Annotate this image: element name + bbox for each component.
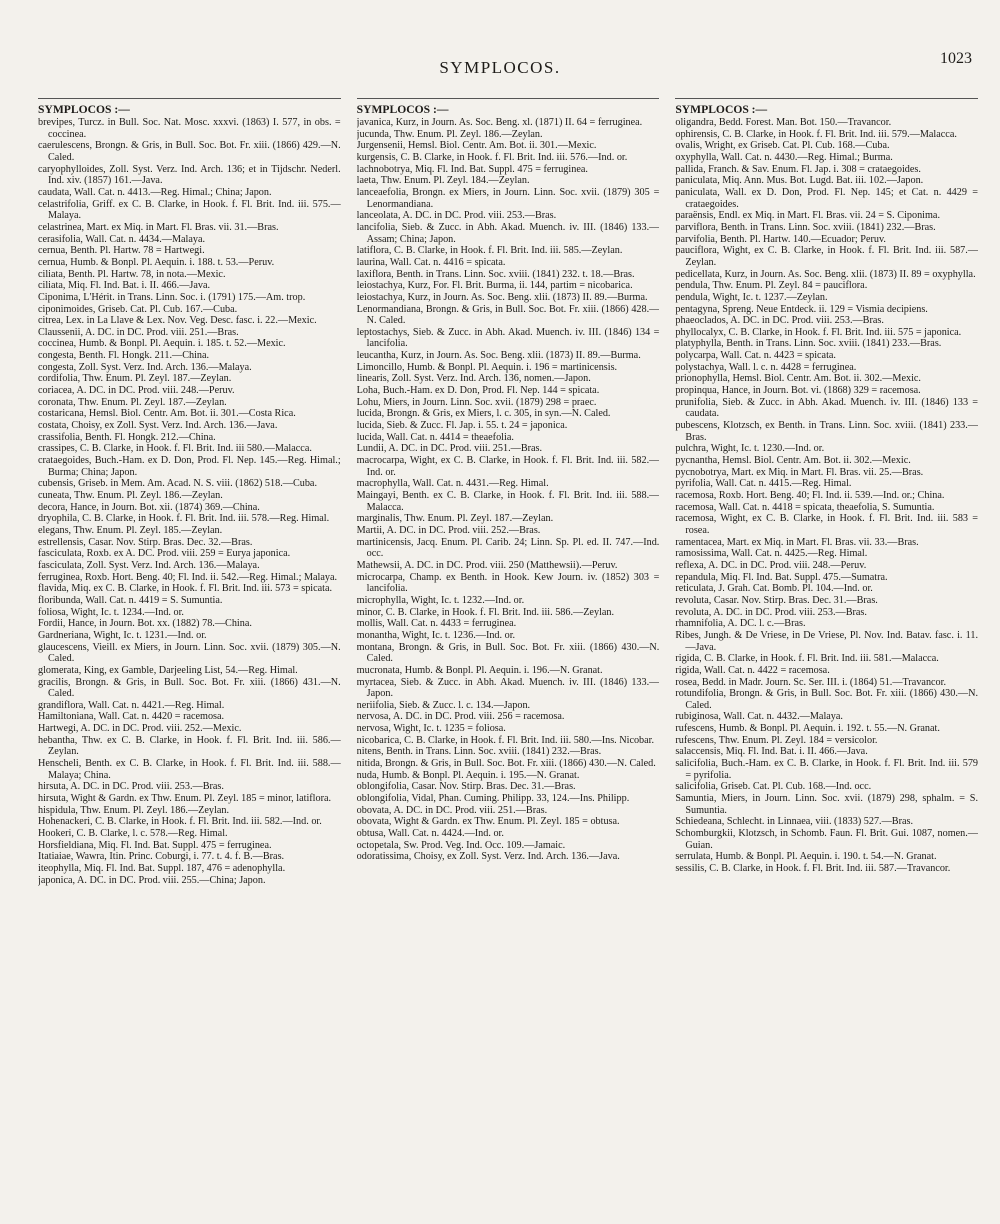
index-entry: flavida, Miq. ex C. B. Clarke, in Hook. f. Fl. Brit. Ind. iii. 573 = spicata. xyxy=(38,583,333,595)
index-entry: kurgensis, C. B. Clarke, in Hook. f. Fl. Brit. Ind. iii. 576.—Ind. or. xyxy=(356,151,628,163)
index-entry: gracilis, Brongn. & Gris, in Bull. Soc. Bot. Fr. xiii. (1866) 431.—N. Caled. xyxy=(38,676,341,700)
index-entry: lancifolia, Sieb. & Zucc. in Abh. Akad. Muench. iv. III. (1846) 133.—Assam; China; Japon. xyxy=(356,221,660,245)
index-entry: pycnantha, Hemsl. Biol. Centr. Am. Bot. ii. 302.—Mexic. xyxy=(675,455,911,467)
index-entry: paniculata, Wall. ex D. Don, Prod. Fl. Nep. 145; et Cat. n. 4429 = crataegoides. xyxy=(675,186,979,210)
index-entry: pyrifolia, Wall. Cat. n. 4415.—Reg. Himal. xyxy=(675,478,852,490)
index-entry: salaccensis, Miq. Fl. Ind. Bat. i. II. 466.—Java. xyxy=(675,746,868,758)
index-entry: pentagyna, Spreng. Neue Entdeck. ii. 129 = Vismia decipiens. xyxy=(675,303,928,315)
index-entry: leiostachya, Kurz, in Journ. As. Soc. Beng. xlii. (1873) II. 89.—Burma. xyxy=(356,291,648,303)
index-entry: leiostachya, Kurz, For. Fl. Brit. Burma, ii. 144, partim = nicobarica. xyxy=(356,280,633,292)
index-entry: cerasifolia, Wall. Cat. n. 4434.—Malaya. xyxy=(38,233,206,245)
running-head-title: SYMPLOCOS. xyxy=(439,58,561,77)
index-entry: costaricana, Hemsl. Biol. Centr. Am. Bot. ii. 301.—Costa Rica. xyxy=(38,408,296,420)
index-entry: Mathewsii, A. DC. in DC. Prod. viii. 250 (Matthewsii).—Peruv. xyxy=(356,559,618,571)
index-entry: revoluta, Casar. Nov. Stirp. Bras. Dec. 31.—Bras. xyxy=(675,594,878,606)
index-entry: polystachya, Wall. l. c. n. 4428 = ferruginea. xyxy=(675,361,857,373)
index-entry: hispidula, Thw. Enum. Pl. Zeyl. 186.—Zeylan. xyxy=(38,804,229,816)
index-entry: serrulata, Humb. & Bonpl. Pl. Aequin. i. 190. t. 54.—N. Granat. xyxy=(675,851,937,863)
index-entry: ciliata, Benth. Pl. Hartw. 78, in nota.—Mexic. xyxy=(38,268,226,280)
index-entry: Gardneriana, Wight, Ic. t. 1231.—Ind. or. xyxy=(38,629,207,641)
index-entry: hebantha, Thw. ex C. B. Clarke, in Hook. f. Fl. Brit. Ind. iii. 586.—Zeylan. xyxy=(38,734,341,758)
index-entry: jucunda, Thw. Enum. Pl. Zeyl. 186.—Zeylan. xyxy=(356,128,543,140)
index-entry: Hartwegi, A. DC. in DC. Prod. viii. 252.—Mexic. xyxy=(38,723,242,735)
index-entry: grandiflora, Wall. Cat. n. 4421.—Reg. Himal. xyxy=(38,699,225,711)
index-entry: crassifolia, Benth. Fl. Hongk. 212.—China. xyxy=(38,431,216,443)
index-entry: ciponimoides, Griseb. Cat. Pl. Cub. 167.—Cuba. xyxy=(38,303,238,315)
index-entry: ramentacea, Mart. ex Miq. in Mart. Fl. Bras. vii. 33.—Bras. xyxy=(675,536,919,548)
index-entry: nuda, Humb. & Bonpl. Pl. Aequin. i. 195.—N. Granat. xyxy=(356,769,580,781)
index-entry: javanica, Kurz, in Journ. As. Soc. Beng. xl. (1871) II. 64 = ferruginea. xyxy=(356,117,643,128)
index-entry: laeta, Thw. Enum. Pl. Zeyl. 184.—Zeylan. xyxy=(356,175,530,187)
index-entry: linearis, Zoll. Syst. Verz. Ind. Arch. 136, nomen.—Japon. xyxy=(356,373,591,385)
index-entry: rigida, C. B. Clarke, in Hook. f. Fl. Brit. Ind. iii. 581.—Malacca. xyxy=(675,653,939,665)
index-entry: reticulata, J. Grah. Cat. Bomb. Pl. 104.—Ind. or. xyxy=(675,583,873,595)
index-entry: obtusa, Wall. Cat. n. 4424.—Ind. or. xyxy=(356,828,504,840)
index-entry: foliosa, Wight, Ic. t. 1234.—Ind. or. xyxy=(38,606,184,618)
index-entry: oxyphylla, Wall. Cat. n. 4430.—Reg. Himal.; Burma. xyxy=(675,151,893,163)
index-entry: dryophila, C. B. Clarke, in Hook. f. Fl. Brit. Ind. iii. 578.—Reg. Himal. xyxy=(38,513,330,525)
index-entry: pulchra, Wight, Ic. t. 1230.—Ind. or. xyxy=(675,443,825,455)
index-entry: pedicellata, Kurz, in Journ. As. Soc. Beng. xlii. (1873) II. 89 = oxyphylla. xyxy=(675,268,976,280)
index-entry: ferruginea, Roxb. Hort. Beng. 40; Fl. Ind. ii. 542.—Reg. Himal.; Malaya. xyxy=(38,571,338,583)
column-1 xyxy=(38,98,341,1208)
index-entry: Ciponima, L'Hérit. in Trans. Linn. Soc. i. (1791) 175.—Am. trop. xyxy=(38,291,306,303)
index-entry: pallida, Franch. & Sav. Enum. Fl. Jap. i. 308 = crataegoides. xyxy=(675,163,921,175)
index-entry: neriifolia, Sieb. & Zucc. l. c. 134.—Japon. xyxy=(356,699,531,711)
index-entry: caerulescens, Brongn. & Gris, in Bull. Soc. Bot. Fr. xiii. (1866) 429.—N. Caled. xyxy=(38,140,341,163)
index-entry: floribunda, Wall. Cat. n. 4419 = S. Sumuntia. xyxy=(38,594,223,606)
index-entry: nitida, Brongn. & Gris, in Bull. Soc. Bot. Fr. xiii. (1866) 430.—N. Caled. xyxy=(356,758,656,770)
index-entry: revoluta, A. DC. in DC. Prod. viii. 253.—Bras. xyxy=(675,606,867,618)
column-2 xyxy=(357,98,660,1208)
index-entry: Hohenackeri, C. B. Clarke, in Hook. f. Fl. Brit. Ind. iii. 582.—Ind. or. xyxy=(38,816,322,828)
index-entry: prionophylla, Hemsl. Biol. Centr. Am. Bot. ii. 302.—Mexic. xyxy=(675,373,921,385)
index-entry: marginalis, Thw. Enum. Pl. Zeyl. 187.—Zeylan. xyxy=(356,513,554,525)
index-entry: platyphylla, Benth. in Trans. Linn. Soc. xviii. (1841) 233.—Bras. xyxy=(675,338,942,350)
index-entry: odoratissima, Choisy, ex Zoll. Syst. Verz. Ind. Arch. 136.—Java. xyxy=(356,851,620,863)
index-entry: propinqua, Hance, in Journ. Bot. vi. (1868) 329 = racemosa. xyxy=(675,385,921,397)
index-entry: Loha, Buch.-Ham. ex D. Don, Prod. Fl. Nep. 144 = spicata. xyxy=(356,385,600,397)
index-entry: montana, Brongn. & Gris, in Bull. Soc. Bot. Fr. xiii. (1866) 430.—N. Caled. xyxy=(356,641,660,665)
index-entry: reflexa, A. DC. in DC. Prod. viii. 248.—Peruv. xyxy=(675,559,867,571)
index-entry: coronata, Thw. Enum. Pl. Zeyl. 187.—Zeylan. xyxy=(38,396,227,408)
index-entry: salicifolia, Griseb. Cat. Pl. Cub. 168.—Ind. occ. xyxy=(675,781,872,793)
index-entry: pendula, Wight, Ic. t. 1237.—Zeylan. xyxy=(675,291,828,303)
index-entry: phyllocalyx, C. B. Clarke, in Hook. f. Fl. Brit. Ind. iii. 575 = japonica. xyxy=(675,326,962,338)
index-entry: fasciculata, Roxb. ex A. DC. Prod. viii. 259 = Eurya japonica. xyxy=(38,548,291,560)
index-entry: macrocarpa, Wight, ex C. B. Clarke, in Hook. f. Fl. Brit. Ind. iii. 582.—Ind. or. xyxy=(356,455,660,478)
index-entry: racemosa, Wall. Cat. n. 4418 = spicata, theaefolia, S. Sumuntia. xyxy=(675,501,935,513)
index-entry: racemosa, Wight, ex C. B. Clarke, in Hook. f. Fl. Brit. Ind. iii. 583 = rosea. xyxy=(675,513,979,536)
index-entry: cubensis, Griseb. in Mem. Am. Acad. N. S. viii. (1862) 518.—Cuba. xyxy=(38,478,318,490)
index-entry: microphylla, Wight, Ic. t. 1232.—Ind. or. xyxy=(356,594,525,606)
index-entry: mollis, Wall. Cat. n. 4433 = ferruginea. xyxy=(356,618,517,630)
index-entry: parviflora, Benth. in Trans. Linn. Soc. xviii. (1841) 232.—Bras. xyxy=(675,221,936,233)
index-entry: rotundifolia, Brongn. & Gris, in Bull. Soc. Bot. Fr. xiii. (1866) 430.—N. Caled. xyxy=(675,688,979,711)
index-entry: obovata, A. DC. in DC. Prod. viii. 251.—Bras. xyxy=(356,804,548,816)
index-entry: martinicensis, Jacq. Enum. Pl. Carib. 24; Linn. Sp. Pl. ed. II. 747.—Ind. occ. xyxy=(356,536,660,560)
index-entry: iteophylla, Miq. Fl. Ind. Bat. Suppl. 187, 476 = adenophylla. xyxy=(38,863,286,874)
index-entry: caudata, Wall. Cat. n. 4413.—Reg. Himal.; China; Japon. xyxy=(38,186,272,198)
index-entry: cuneata, Thw. Enum. Pl. Zeyl. 186.—Zeylan. xyxy=(38,490,223,501)
index-entry: lucida, Sieb. & Zucc. Fl. Jap. i. 55. t. 24 = japonica. xyxy=(356,420,568,432)
index-entry: Martii, A. DC. in DC. Prod. viii. 252.—Bras. xyxy=(356,524,541,536)
index-entry: monantha, Wight, Ic. t. 1236.—Ind. or. xyxy=(356,629,516,641)
column-rule xyxy=(675,98,978,99)
index-entry: Hamiltoniana, Wall. Cat. n. 4420 = racemosa. xyxy=(38,711,225,723)
index-entry: salicifolia, Buch.-Ham. ex C. B. Clarke, in Hook. f. Fl. Brit. Ind. iii. 579 = pyrifolia. xyxy=(675,758,979,781)
index-entry: celastrifolia, Griff. ex C. B. Clarke, in Hook. f. Fl. Brit. Ind. iii. 575.—Malaya. xyxy=(38,198,341,222)
index-entry: rhamnifolia, A. DC. l. c.—Bras. xyxy=(675,618,806,630)
index-entry: costata, Choisy, ex Zoll. Syst. Verz. Ind. Arch. 136.—Java. xyxy=(38,420,278,432)
index-entry: congesta, Benth. Fl. Hongk. 211.—China. xyxy=(38,350,210,362)
index-entry: parvifolia, Benth. Pl. Hartw. 140.—Ecuador; Peruv. xyxy=(675,233,886,245)
index-entry: lanceolata, A. DC. in DC. Prod. viii. 253.—Bras. xyxy=(356,210,557,222)
index-entry: brevipes, Turcz. in Bull. Soc. Nat. Mosc. xxxvi. (1863) I. 577, in obs. = coccinea. xyxy=(38,117,341,140)
index-entry: Fordii, Hance, in Journ. Bot. xx. (1882) 78.—China. xyxy=(38,618,252,630)
index-entry: rufescens, Thw. Enum. Pl. Zeyl. 184 = versicolor. xyxy=(675,734,878,746)
index-entry: ophirensis, C. B. Clarke, in Hook. f. Fl. Brit. Ind. iii. 579.—Malacca. xyxy=(675,128,957,140)
index-entry: nicobarica, C. B. Clarke, in Hook. f. Fl. Brit. Ind. iii. 580.—Ins. Nicobar. xyxy=(356,734,655,746)
index-entry: pendula, Thw. Enum. Pl. Zeyl. 84 = pauciflora. xyxy=(675,280,868,292)
index-entry: Schiedeana, Schlecht. in Linnaea, viii. (1833) 527.—Bras. xyxy=(675,816,913,828)
index-entry: sessilis, C. B. Clarke, in Hook. f. Fl. Brit. Ind. iii. 587.—Travancor. xyxy=(675,863,951,874)
column-rule xyxy=(38,98,341,99)
index-entry: polycarpa, Wall. Cat. n. 4423 = spicata. xyxy=(675,350,836,362)
index-entry: mucronata, Humb. & Bonpl. Pl. Aequin. i. 196.—N. Granat. xyxy=(356,664,603,676)
index-entry: leptostachys, Sieb. & Zucc. in Abh. Akad. Muench. iv. III. (1846) 134 = lancifolia. xyxy=(356,326,660,350)
index-entry: Lohu, Miers, in Journ. Linn. Soc. xvii. (1879) 298 = praec. xyxy=(356,396,597,408)
index-entry: myrtacea, Sieb. & Zucc. in Abh. Akad. Muench. iv. III. (1846) 133.—Japon. xyxy=(356,676,660,700)
index-entry: phaeoclados, A. DC. in DC. Prod. viii. 253.—Bras. xyxy=(675,315,884,327)
index-entry: pauciflora, Wight, ex C. B. Clarke, in Hook. f. Fl. Brit. Ind. iii. 587.—Zeylan. xyxy=(675,245,979,268)
index-columns xyxy=(38,98,978,1208)
index-entry: octopetala, Sw. Prod. Veg. Ind. Occ. 109.—Jamaic. xyxy=(356,839,566,851)
index-entry: caryophylloides, Zoll. Syst. Verz. Ind. Arch. 136; et in Tijdschr. Nederl. Ind. xiv. (1857) 161.—Java. xyxy=(38,163,341,187)
index-entry: oblongifolia, Casar. Nov. Stirp. Bras. Dec. 31.—Bras. xyxy=(356,781,576,793)
index-entry: congesta, Zoll. Syst. Verz. Ind. Arch. 136.—Malaya. xyxy=(38,361,252,373)
index-entry: pycnobotrya, Mart. ex Miq. in Mart. Fl. Bras. vii. 25.—Bras. xyxy=(675,466,924,478)
index-entry: decora, Hance, in Journ. Bot. xii. (1874) 369.—China. xyxy=(38,501,260,513)
index-entry: ovalis, Wright, ex Griseb. Cat. Pl. Cub. 168.—Cuba. xyxy=(675,140,890,152)
index-entry: pubescens, Klotzsch, ex Benth. in Trans. Linn. Soc. xviii. (1841) 233.—Bras. xyxy=(675,420,979,443)
index-entry: citrea, Lex. in La Llave & Lex. Nov. Veg. Desc. fasc. i. 22.—Mexic. xyxy=(38,315,317,327)
index-entry: ramosissima, Wall. Cat. n. 4425.—Reg. Himal. xyxy=(675,548,868,560)
column-rule xyxy=(357,98,660,99)
index-entry: elegans, Thw. Enum. Pl. Zeyl. 185.—Zeylan. xyxy=(38,524,223,536)
index-entry: prunifolia, Sieb. & Zucc. in Abh. Akad. Muench. iv. III. (1846) 133 = caudata. xyxy=(675,396,979,420)
index-entry: glomerata, King, ex Gamble, Darjeeling List, 54.—Reg. Himal. xyxy=(38,664,298,676)
index-entry: hirsuta, A. DC. in DC. Prod. viii. 253.—Bras. xyxy=(38,781,224,793)
index-entry: coriacea, A. DC. in DC. Prod. viii. 248.—Peruv. xyxy=(38,385,235,397)
index-entry: lanceaefolia, Brongn. ex Miers, in Journ. Linn. Soc. xvii. (1879) 305 = Lenormandiana. xyxy=(356,186,660,210)
index-entry: Itatiaiae, Wawra, Itin. Princ. Coburgi, i. 77. t. 4. f. B.—Bras. xyxy=(38,851,285,863)
index-entry: glaucescens, Vieill. ex Miers, in Journ. Linn. Soc. xvii. (1879) 305.—N. Caled. xyxy=(38,641,341,665)
index-entry: Horsfieldiana, Miq. Fl. Ind. Bat. Suppl. 475 = ferruginea. xyxy=(38,839,272,851)
column-heading: SYMPLOCOS :— xyxy=(38,103,130,116)
index-entry: Claussenii, A. DC. in DC. Prod. viii. 251.—Bras. xyxy=(38,326,239,338)
index-entry: lucida, Wall. Cat. n. 4414 = theaefolia. xyxy=(356,431,514,443)
index-entry: japonica, A. DC. in DC. Prod. viii. 255.—China; Japon. xyxy=(38,874,266,886)
index-entry: Ribes, Jungh. & De Vriese, in De Vriese, Pl. Nov. Ind. Batav. fasc. i. 11.—Java. xyxy=(675,629,979,653)
index-entry: rigida, Wall. Cat. n. 4422 = racemosa. xyxy=(675,664,830,676)
index-entry: cernua, Humb. & Bonpl. Pl. Aequin. i. 188. t. 53.—Peruv. xyxy=(38,256,275,268)
index-entry: leucantha, Kurz, in Journ. As. Soc. Beng. xlii. (1873) II. 89.—Burma. xyxy=(356,350,641,362)
index-entry: racemosa, Roxb. Hort. Beng. 40; Fl. Ind. ii. 539.—Ind. or.; China. xyxy=(675,490,945,501)
index-entry: macrophylla, Wall. Cat. n. 4431.—Reg. Himal. xyxy=(356,478,549,490)
page-number: 1023 xyxy=(940,50,972,67)
index-entry: lachnobotrya, Miq. Fl. Ind. Bat. Suppl. 475 = ferruginea. xyxy=(356,163,588,175)
index-entry: lucida, Brongn. & Gris, ex Miers, l. c. 305, in syn.—N. Caled. xyxy=(356,408,611,420)
index-entry: fasciculata, Zoll. Syst. Verz. Ind. Arch. 136.—Malaya. xyxy=(38,559,260,571)
index-entry: nervosa, Wight, Ic. t. 1235 = foliosa. xyxy=(356,723,506,735)
column-3 xyxy=(675,98,978,1208)
index-entry: celastrinea, Mart. ex Miq. in Mart. Fl. Bras. vii. 31.—Bras. xyxy=(38,221,279,233)
index-entry: estrellensis, Casar. Nov. Stirp. Bras. Dec. 32.—Bras. xyxy=(38,536,253,548)
index-entry: Samuntia, Miers, in Journ. Linn. Soc. xvii. (1879) 298, sphalm. = S. Sumuntia. xyxy=(675,793,979,816)
index-entry: Henscheli, Benth. ex C. B. Clarke, in Hook. f. Fl. Brit. Ind. iii. 588.—Malaya; China. xyxy=(38,758,341,781)
index-entry: nervosa, A. DC. in DC. Prod. viii. 256 = racemosa. xyxy=(356,711,565,723)
index-entry: repandula, Miq. Fl. Ind. Bat. Suppl. 475.—Sumatra. xyxy=(675,571,888,583)
index-entry: microcarpa, Champ. ex Benth. in Hook. Kew Journ. iv. (1852) 303 = lancifolia. xyxy=(356,571,660,595)
index-entry: rosea, Bedd. in Madr. Journ. Sc. Ser. III. i. (1864) 51.—Travancor. xyxy=(675,676,947,688)
index-entry: laxiflora, Benth. in Trans. Linn. Soc. xviii. (1841) 232. t. 18.—Bras. xyxy=(356,268,635,280)
index-entry: Schomburgkii, Klotzsch, in Schomb. Faun. Fl. Brit. Gui. 1087, nomen.—Guian. xyxy=(675,828,979,851)
index-entry: Lenormandiana, Brongn. & Gris, in Bull. Soc. Bot. Fr. xiii. (1866) 428.—N. Caled. xyxy=(356,303,660,327)
index-entry: nitens, Benth. in Trans. Linn. Soc. xviii. (1841) 232.—Bras. xyxy=(356,746,602,758)
index-entry: laurina, Wall. Cat. n. 4416 = spicata. xyxy=(356,256,506,268)
index-entry: paraënsis, Endl. ex Miq. in Mart. Fl. Bras. vii. 24 = S. Ciponima. xyxy=(675,210,941,222)
index-entry: oligandra, Bedd. Forest. Man. Bot. 150.—Travancor. xyxy=(675,117,892,128)
index-entry: cernua, Benth. Pl. Hartw. 78 = Hartwegi. xyxy=(38,245,205,257)
column-heading: SYMPLOCOS :— xyxy=(356,103,449,116)
column-heading: SYMPLOCOS :— xyxy=(675,103,768,116)
index-entry: Jurgensenii, Hemsl. Biol. Centr. Am. Bot. ii. 301.—Mexic. xyxy=(356,140,597,152)
index-entry: cordifolia, Thw. Enum. Pl. Zeyl. 187.—Zeylan. xyxy=(38,373,232,385)
index-entry: crassipes, C. B. Clarke, in Hook. f. Fl. Brit. Ind. iii 580.—Malacca. xyxy=(38,443,312,455)
index-entry: hirsuta, Wight & Gardn. ex Thw. Enum. Pl. Zeyl. 185 = minor, latiflora. xyxy=(38,793,332,805)
index-entry: Maingayi, Benth. ex C. B. Clarke, in Hook. f. Fl. Brit. Ind. iii. 588.—Malacca. xyxy=(356,490,660,513)
index-entry: coccinea, Humb. & Bonpl. Pl. Aequin. i. 185. t. 52.—Mexic. xyxy=(38,338,286,350)
index-entry: rufescens, Humb. & Bonpl. Pl. Aequin. i. 192. t. 55.—N. Granat. xyxy=(675,723,940,735)
index-entry: oblongifolia, Vidal, Phan. Cuming. Philipp. 33, 124.—Ins. Philipp. xyxy=(356,793,630,805)
index-entry: minor, C. B. Clarke, in Hook. f. Fl. Brit. Ind. iii. 586.—Zeylan. xyxy=(356,606,615,618)
index-entry: Lundii, A. DC. in DC. Prod. viii. 251.—Bras. xyxy=(356,443,543,455)
index-entry: latiflora, C. B. Clarke, in Hook. f. Fl. Brit. Ind. iii. 585.—Zeylan. xyxy=(356,245,623,257)
index-entry: ciliata, Miq. Fl. Ind. Bat. i. II. 466.—Java. xyxy=(38,280,211,292)
index-entry: paniculata, Miq. Ann. Mus. Bot. Lugd. Bat. iii. 102.—Japon. xyxy=(675,175,924,187)
index-entry: rubiginosa, Wall. Cat. n. 4432.—Malaya. xyxy=(675,711,843,723)
index-entry: obovata, Wight & Gardn. ex Thw. Enum. Pl. Zeyl. 185 = obtusa. xyxy=(356,816,620,828)
index-entry: Hookeri, C. B. Clarke, l. c. 578.—Reg. Himal. xyxy=(38,828,228,840)
index-entry: Limoncillo, Humb. & Bonpl. Pl. Aequin. i. 196 = martinicensis. xyxy=(356,361,618,373)
index-entry: crataegoides, Buch.-Ham. ex D. Don, Prod. Fl. Nep. 145.—Reg. Himal.; Burma; China; Japon. xyxy=(38,455,341,478)
